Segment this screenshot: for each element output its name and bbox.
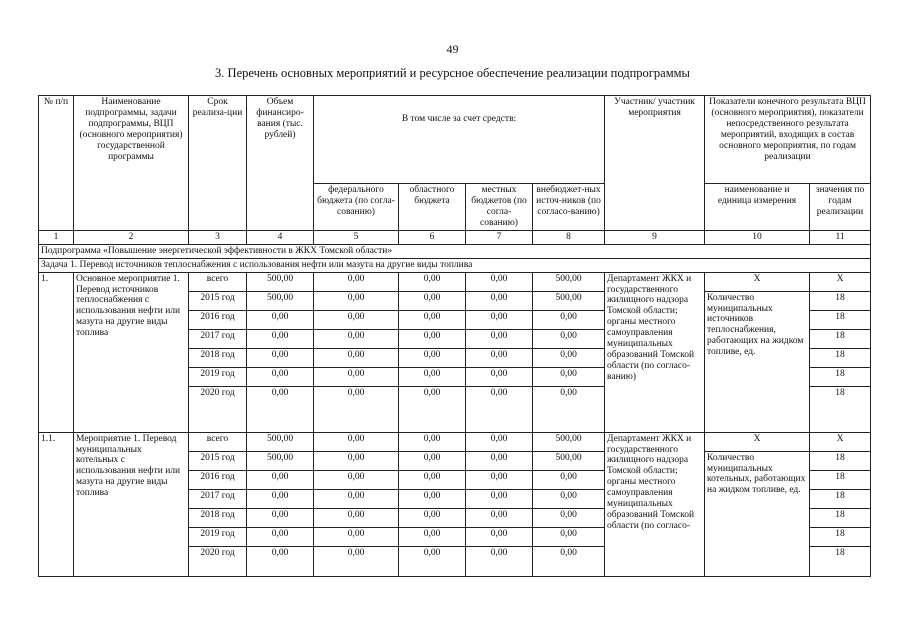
col-number: 7: [466, 230, 533, 244]
local-cell: 0,00: [466, 348, 533, 367]
indicator-value-cell: 18: [810, 546, 871, 576]
header-num: № п/п: [39, 96, 74, 231]
local-cell: 0,00: [466, 310, 533, 329]
regional-cell: 0,00: [399, 432, 466, 451]
header-name: Наименование подпрограммы, задачи подпрограммы, ВЦП (основного мероприятия) государственной программы: [74, 96, 189, 231]
indicator-value-cell: 18: [810, 329, 871, 348]
federal-cell: 0,00: [314, 291, 399, 310]
column-numbers-row: [39, 230, 871, 244]
regional-cell: 0,00: [399, 527, 466, 546]
volume-cell: 500,00: [247, 272, 314, 291]
extra-cell: 0,00: [533, 329, 605, 348]
volume-cell: 0,00: [247, 310, 314, 329]
row-number: 1.: [39, 272, 74, 432]
regional-cell: 0,00: [399, 451, 466, 470]
extra-cell: 0,00: [533, 489, 605, 508]
indicator-value-cell: 18: [810, 451, 871, 470]
subprogram-title: Подпрограмма «Повышение энергетической эффективности в ЖКХ Томской области»: [39, 244, 871, 258]
term-cell: 2018 год: [189, 508, 247, 527]
volume-cell: 500,00: [247, 291, 314, 310]
row-number: 1.1.: [39, 432, 74, 576]
indicator-value-cell: 18: [810, 348, 871, 367]
term-cell: 2016 год: [189, 310, 247, 329]
regional-cell: 0,00: [399, 367, 466, 386]
indicator-value-cell: 18: [810, 470, 871, 489]
term-cell: всего: [189, 432, 247, 451]
indicator-name-cell: Количество муниципальных источников теплоснабжения, работающих на жидком топливе, ед.: [705, 291, 810, 432]
regional-cell: 0,00: [399, 386, 466, 432]
local-cell: 0,00: [466, 272, 533, 291]
indicator-value-cell: 18: [810, 291, 871, 310]
federal-cell: 0,00: [314, 527, 399, 546]
header-indicators: Показатели конечного результата ВЦП (основного мероприятия), показатели непосредственного результата мероприятий, входящих в состав основного мероприятия, по годам реализации: [705, 96, 871, 184]
regional-cell: 0,00: [399, 329, 466, 348]
regional-cell: 0,00: [399, 310, 466, 329]
regional-cell: 0,00: [399, 272, 466, 291]
col-number: 4: [247, 230, 314, 244]
table-row: [39, 272, 871, 291]
table-row: [39, 432, 871, 451]
col-number: 1: [39, 230, 74, 244]
local-cell: 0,00: [466, 329, 533, 348]
indicator-value-cell: 18: [810, 508, 871, 527]
task-row: [39, 258, 871, 272]
header-including: В том числе за счет средств:: [314, 96, 605, 184]
regional-cell: 0,00: [399, 546, 466, 576]
indicator-x-cell: X: [705, 432, 810, 451]
federal-cell: 0,00: [314, 470, 399, 489]
col-number: 6: [399, 230, 466, 244]
local-cell: 0,00: [466, 451, 533, 470]
federal-cell: 0,00: [314, 348, 399, 367]
header-participant: Участник/ участник мероприятия: [605, 96, 705, 231]
participant-cell: Департамент ЖКХ и государственного жилищного надзора Томской области; органы местного самоуправления муниципальных образований Томской области (по согласо-: [605, 432, 705, 576]
col-number: 9: [605, 230, 705, 244]
local-cell: 0,00: [466, 367, 533, 386]
regional-cell: 0,00: [399, 508, 466, 527]
page-number: 49: [446, 42, 459, 56]
header-ind-values: значения по годам реализации: [810, 184, 871, 231]
indicator-value-cell: 18: [810, 489, 871, 508]
federal-cell: 0,00: [314, 272, 399, 291]
header-local: местных бюджетов (по согла-сованию): [466, 184, 533, 231]
extra-cell: 0,00: [533, 527, 605, 546]
header-regional: областного бюджета: [399, 184, 466, 231]
header-volume: Объем финансиро-вания (тыс. рублей): [247, 96, 314, 231]
measure-name: Основное мероприятие 1. Перевод источников теплоснабжения с использования нефти или мазута на другие виды топлива: [74, 272, 189, 432]
extra-cell: 500,00: [533, 291, 605, 310]
volume-cell: 0,00: [247, 348, 314, 367]
col-number: 8: [533, 230, 605, 244]
extra-cell: 0,00: [533, 367, 605, 386]
volume-cell: 0,00: [247, 489, 314, 508]
measures-table: [38, 95, 871, 577]
local-cell: 0,00: [466, 291, 533, 310]
term-cell: 2020 год: [189, 546, 247, 576]
term-cell: 2017 год: [189, 489, 247, 508]
regional-cell: 0,00: [399, 348, 466, 367]
federal-cell: 0,00: [314, 432, 399, 451]
extra-cell: 0,00: [533, 386, 605, 432]
task-title: Задача 1. Перевод источников теплоснабжения с использования нефти или мазута на другие виды топлива: [39, 258, 871, 272]
participant-cell: Департамент ЖКХ и государственного жилищного надзора Томской области; органы местного самоуправления муниципальных образований Томской области (по согласо-ванию): [605, 272, 705, 432]
volume-cell: 0,00: [247, 329, 314, 348]
extra-cell: 0,00: [533, 310, 605, 329]
volume-cell: 0,00: [247, 470, 314, 489]
term-cell: 2018 год: [189, 348, 247, 367]
extra-cell: 500,00: [533, 432, 605, 451]
term-cell: 2016 год: [189, 470, 247, 489]
extra-cell: 500,00: [533, 272, 605, 291]
volume-cell: 0,00: [247, 508, 314, 527]
extra-cell: 0,00: [533, 546, 605, 576]
term-cell: 2019 год: [189, 527, 247, 546]
volume-cell: 500,00: [247, 451, 314, 470]
term-cell: 2015 год: [189, 451, 247, 470]
header-term: Срок реализа-ции: [189, 96, 247, 231]
local-cell: 0,00: [466, 470, 533, 489]
volume-cell: 0,00: [247, 386, 314, 432]
volume-cell: 0,00: [247, 367, 314, 386]
term-cell: 2017 год: [189, 329, 247, 348]
term-cell: 2015 год: [189, 291, 247, 310]
volume-cell: 0,00: [247, 546, 314, 576]
term-cell: всего: [189, 272, 247, 291]
local-cell: 0,00: [466, 386, 533, 432]
term-cell: 2019 год: [189, 367, 247, 386]
local-cell: 0,00: [466, 527, 533, 546]
federal-cell: 0,00: [314, 546, 399, 576]
federal-cell: 0,00: [314, 489, 399, 508]
indicator-value-cell: 18: [810, 386, 871, 432]
federal-cell: 0,00: [314, 386, 399, 432]
document-title: 3. Перечень основных мероприятий и ресурсное обеспечение реализации подпрограммы: [215, 66, 690, 80]
indicator-value-cell: 18: [810, 310, 871, 329]
col-number: 10: [705, 230, 810, 244]
col-number: 2: [74, 230, 189, 244]
term-cell: 2020 год: [189, 386, 247, 432]
regional-cell: 0,00: [399, 489, 466, 508]
indicator-value-cell: 18: [810, 527, 871, 546]
federal-cell: 0,00: [314, 508, 399, 527]
subprogram-row: [39, 244, 871, 258]
extra-cell: 0,00: [533, 470, 605, 489]
measure-name: Мероприятие 1. Перевод муниципальных котельных с использования нефти или мазута на другие виды топлива: [74, 432, 189, 576]
regional-cell: 0,00: [399, 470, 466, 489]
indicator-value-cell: 18: [810, 367, 871, 386]
local-cell: 0,00: [466, 546, 533, 576]
extra-cell: 0,00: [533, 348, 605, 367]
local-cell: 0,00: [466, 508, 533, 527]
col-number: 5: [314, 230, 399, 244]
federal-cell: 0,00: [314, 310, 399, 329]
col-number: 11: [810, 230, 871, 244]
indicator-x-cell: X: [810, 272, 871, 291]
regional-cell: 0,00: [399, 291, 466, 310]
volume-cell: 500,00: [247, 432, 314, 451]
indicator-name-cell: Количество муниципальных котельных, работающих на жидком топливе, ед.: [705, 451, 810, 576]
volume-cell: 0,00: [247, 527, 314, 546]
extra-cell: 0,00: [533, 508, 605, 527]
header-ind-name: наименование и единица измерения: [705, 184, 810, 231]
header-federal: федерального бюджета (по согла-сованию): [314, 184, 399, 231]
indicator-x-cell: X: [705, 272, 810, 291]
federal-cell: 0,00: [314, 367, 399, 386]
indicator-x-cell: X: [810, 432, 871, 451]
federal-cell: 0,00: [314, 329, 399, 348]
col-number: 3: [189, 230, 247, 244]
federal-cell: 0,00: [314, 451, 399, 470]
local-cell: 0,00: [466, 489, 533, 508]
header-extra: внебюджет-ных источ-ников (по согласо-ванию): [533, 184, 605, 231]
extra-cell: 500,00: [533, 451, 605, 470]
local-cell: 0,00: [466, 432, 533, 451]
